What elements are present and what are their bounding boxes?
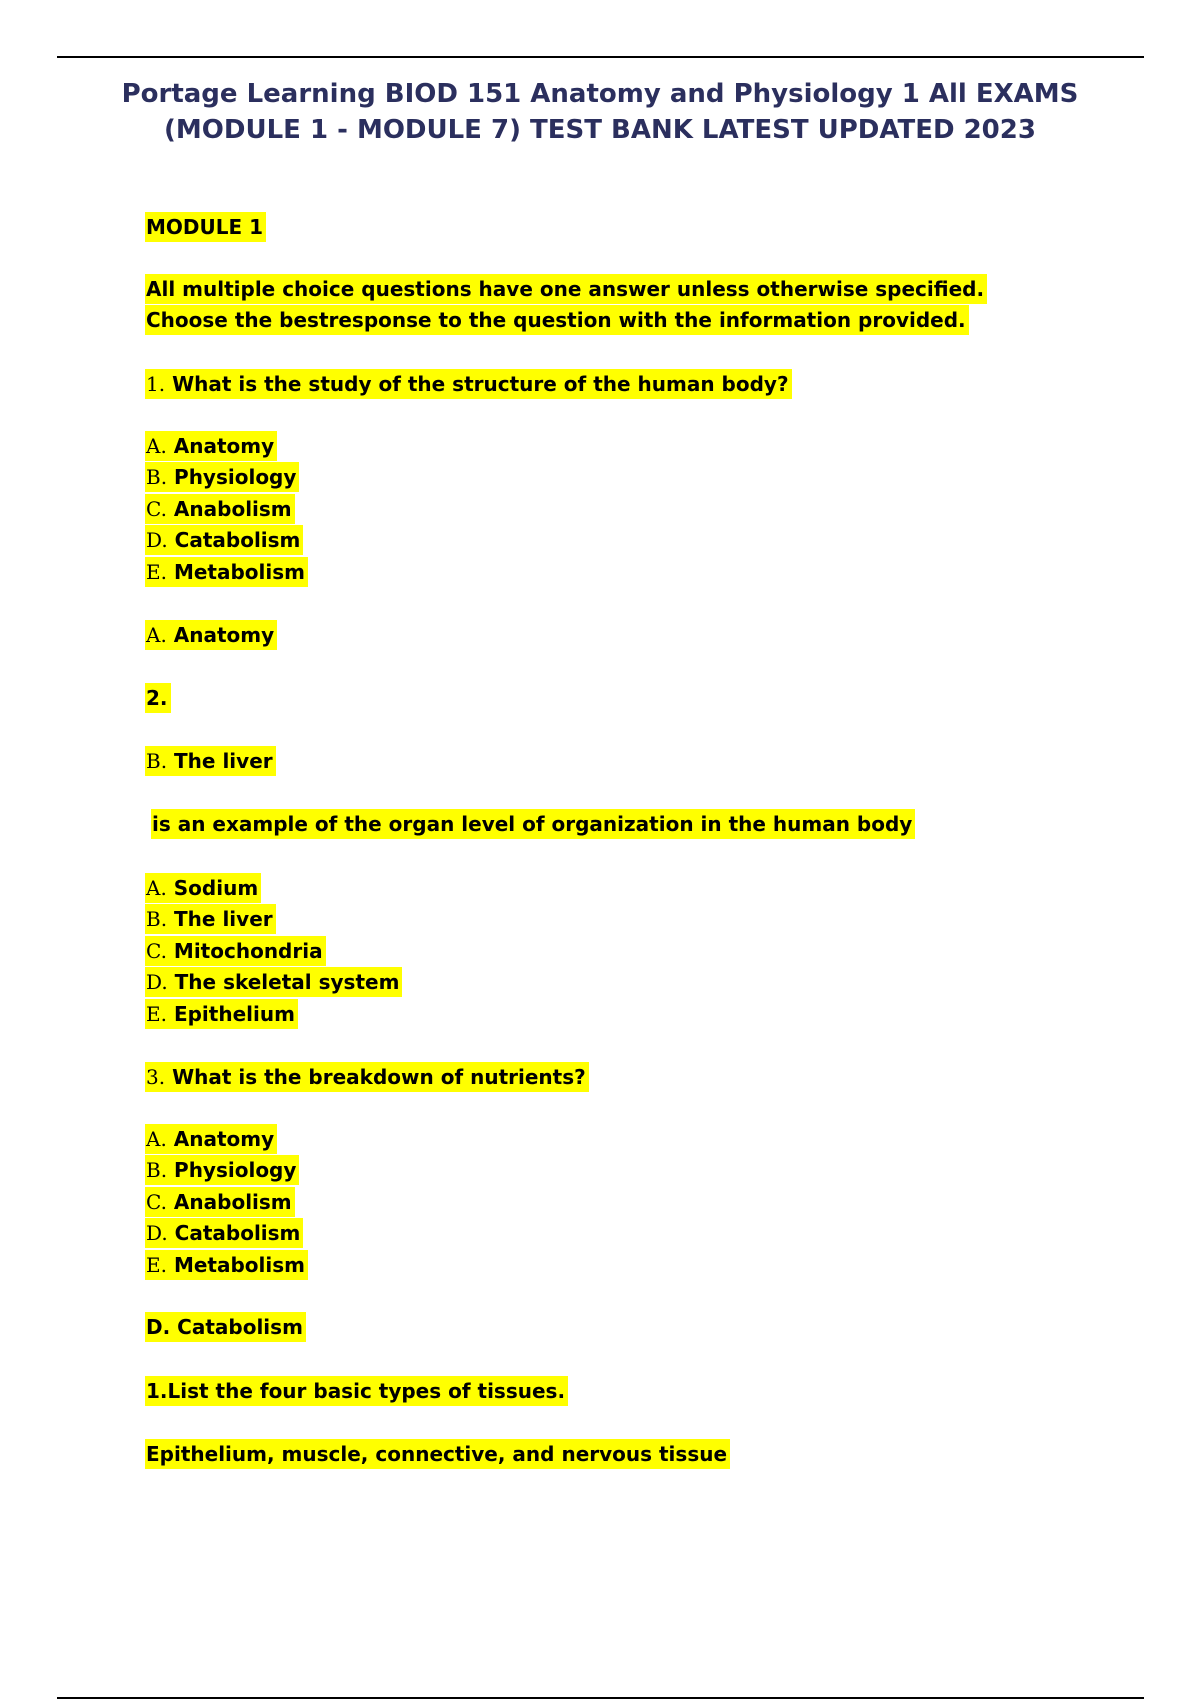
q2-option-c: C. Mitochondria [145, 936, 326, 966]
q3-answer: D. Catabolism [145, 1312, 306, 1342]
q3-option-a: A. Anatomy [145, 1124, 277, 1154]
q4-answer: Epithelium, muscle, connective, and nervous tissue [145, 1439, 730, 1469]
question-2-number: 2. [145, 683, 171, 713]
q1-answer: A. Anatomy [145, 620, 277, 650]
q3-option-e: E. Metabolism [145, 1250, 308, 1280]
question-1 [145, 369, 792, 399]
top-rule [57, 56, 1144, 58]
q1-option-e: E. Metabolism [145, 557, 308, 587]
title-line-1: Portage Learning BIOD 151 Anatomy and Physiology 1 All EXAMS [121, 79, 1079, 109]
question-number: 3. [146, 1065, 166, 1089]
q1-option-c: C. Anabolism [145, 494, 295, 524]
q1-option-d: D. Catabolism [145, 525, 303, 555]
question-4: 1.List the four basic types of tissues. [145, 1376, 568, 1406]
q2-option-b: B. The liver [145, 904, 276, 934]
q1-option-a: A. Anatomy [145, 431, 277, 461]
question-3 [145, 1062, 589, 1092]
bottom-rule [57, 1697, 1144, 1699]
q2-answer: B. The liver [145, 746, 276, 776]
question-text: What is the breakdown of nutrients? [172, 1065, 586, 1089]
module-heading: MODULE 1 [145, 212, 266, 242]
q2-option-e: E. Epithelium [145, 999, 298, 1029]
q2-option-d: D. The skeletal system [145, 967, 402, 997]
instructions-line-1: All multiple choice questions have one answer unless otherwise specified. [145, 274, 987, 304]
title-line-2: (MODULE 1 - MODULE 7) TEST BANK LATEST UPDATED 2023 [164, 115, 1036, 145]
document-title [100, 76, 1100, 148]
instructions-line-2: Choose the bestresponse to the question with the information provided. [145, 305, 969, 335]
q3-option-d: D. Catabolism [145, 1218, 303, 1248]
q3-option-c: C. Anabolism [145, 1187, 295, 1217]
question-number: 1. [146, 372, 166, 396]
question-text: What is the study of the structure of the human body? [172, 372, 789, 396]
q2-option-a: A. Sodium [145, 873, 261, 903]
q3-option-b: B. Physiology [145, 1155, 299, 1185]
question-2-text: is an example of the organ level of organization in the human body [151, 809, 915, 839]
q1-option-b: B. Physiology [145, 462, 299, 492]
